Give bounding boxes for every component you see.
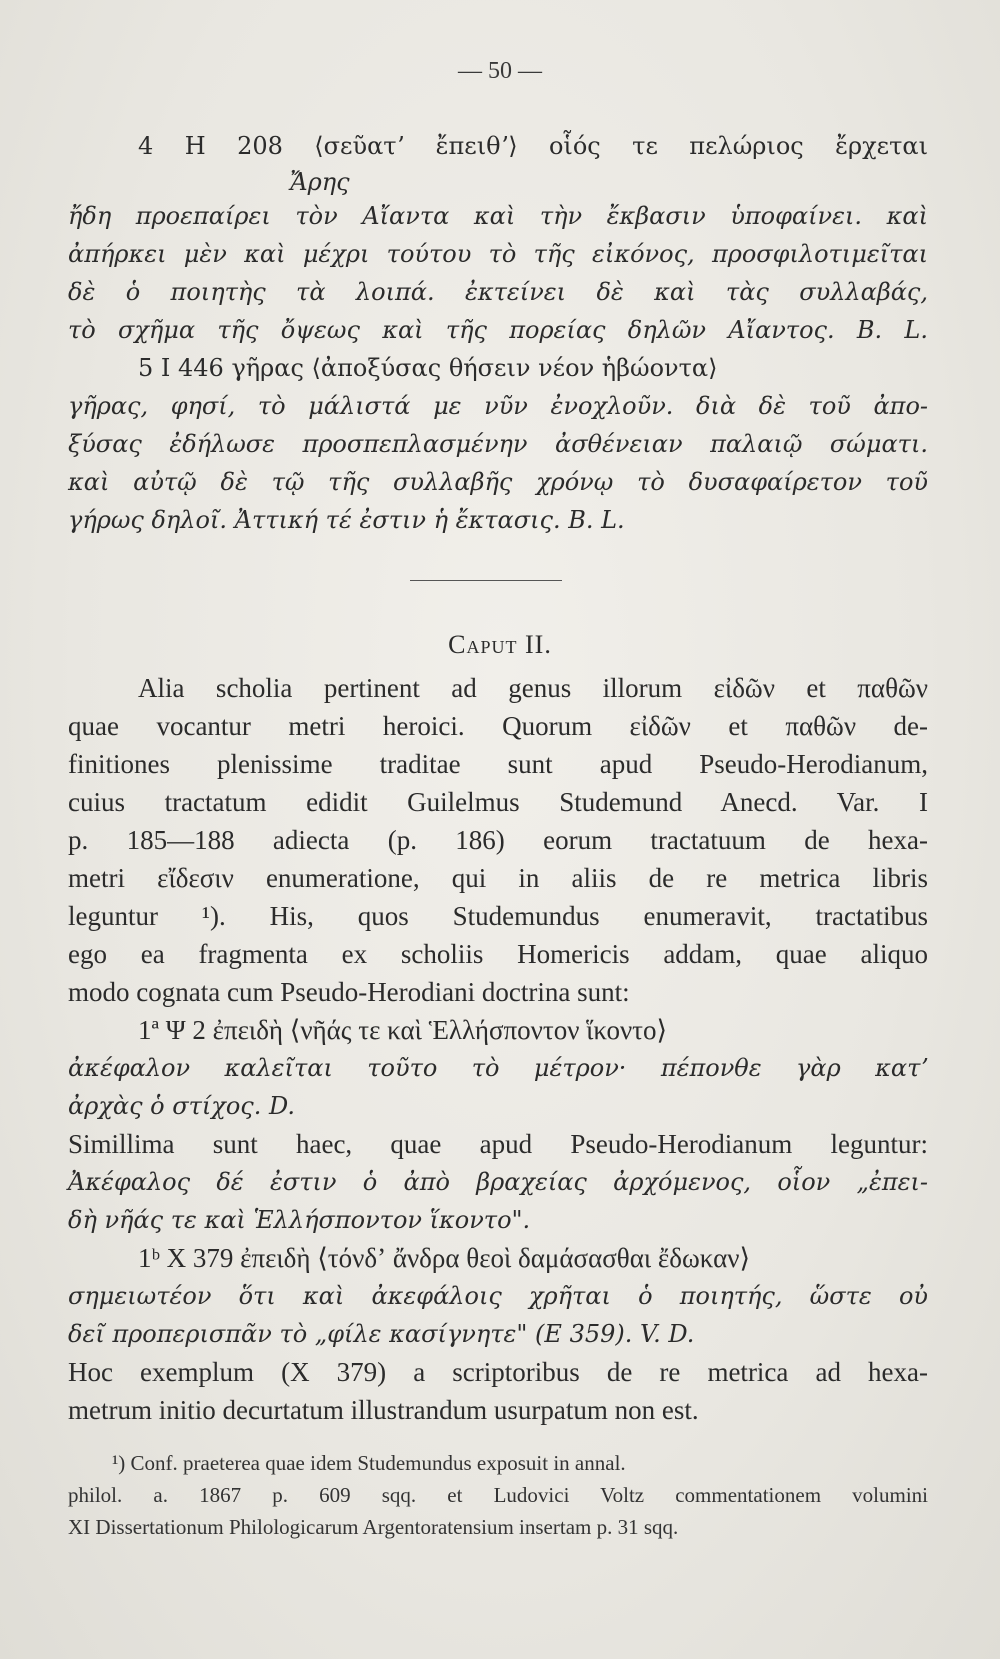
text-line: ἤδη προεπαίρει τὸν Αἴαντα καὶ τὴν ἔκβασιν ὑποφαίνει. καὶ <box>68 202 928 230</box>
text-line: τὸ σχῆμα τῆς ὄψεως καὶ τῆς πορείας δηλῶν Αἴαντος. B. L. <box>68 316 928 344</box>
text-line: p. 185—188 adiecta (p. 186) eorum tractatuum de hexa- <box>68 825 928 855</box>
footnote-line: ¹) Conf. praeterea quae idem Studemundus exposuit in annal. <box>112 1451 626 1475</box>
text-line: modo cognata cum Pseudo-Herodiani doctrina sunt: <box>68 977 630 1007</box>
text-line: ἀρχὰς ὁ στίχος. D. <box>68 1092 295 1120</box>
text-line: 4 H 208 ⟨σεῦατʼ ἔπειθʼ⟩ οἷός τε πελώριος ἔρχεται <box>138 132 928 160</box>
text-line: 1ª Ψ 2 ἐπειδὴ ⟨νῆάς τε καὶ Ἑλλήσποντον ἵκοντο⟩ <box>138 1015 668 1045</box>
text-line: leguntur ¹). His, quos Studemundus enumeravit, tractatibus <box>68 901 928 931</box>
text-line: γήρως δηλοῖ. Ἀττική τέ ἐστιν ἡ ἔκτασις. B. L. <box>68 506 625 534</box>
section-divider <box>410 580 562 581</box>
text-line: finitiones plenissime traditae sunt apud Pseudo-Herodianum, <box>68 749 928 779</box>
section-heading: Caput II. <box>448 630 552 659</box>
text-line: δὴ νῆάς τε καὶ Ἑλλήσποντον ἵκοντο". <box>68 1206 531 1234</box>
page-number: — 50 — <box>458 58 542 84</box>
text-line: Simillima sunt haec, quae apud Pseudo-Herodianum leguntur: <box>68 1129 928 1159</box>
text-line: Ἀκέφαλος δέ ἐστιν ὁ ἀπὸ βραχείας ἀρχόμενος, οἷον „ἐπει- <box>68 1168 928 1196</box>
text-line: 1ᵇ X 379 ἐπειδὴ ⟨τόνδʼ ἄνδρα θεοὶ δαμάσασθαι ἔδωκαν⟩ <box>138 1243 750 1273</box>
text-line: σημειωτέον ὅτι καὶ ἀκεφάλοις χρῆται ὁ ποιητής, ὥστε οὐ <box>68 1282 928 1310</box>
text-line: Ἄρης <box>290 168 350 196</box>
text-line: Alia scholia pertinent ad genus illorum εἰδῶν et παθῶν <box>138 673 928 703</box>
text-line: metrum initio decurtatum illustrandum usurpatum non est. <box>68 1395 699 1425</box>
text-line: δὲ ὁ ποιητὴς τὰ λοιπά. ἐκτείνει δὲ καὶ τὰς συλλαβάς, <box>68 278 928 306</box>
text-line: ego ea fragmenta ex scholiis Homericis addam, quae aliquo <box>68 939 928 969</box>
text-line: ἀκέφαλον καλεῖται τοῦτο τὸ μέτρον· πέπονθε γὰρ κατʼ <box>68 1054 928 1082</box>
footnote-line: philol. a. 1867 p. 609 sqq. et Ludovici Voltz commentationem volumini <box>68 1483 928 1507</box>
text-line: Hoc exemplum (X 379) a scriptoribus de re metrica ad hexa- <box>68 1357 928 1387</box>
text-line: ἀπήρκει μὲν καὶ μέχρι τούτου τὸ τῆς εἰκόνος, προσφιλοτιμεῖται <box>68 240 928 268</box>
text-line: 5 I 446 γῆρας ⟨ἀποξύσας θήσειν νέον ἡβώοντα⟩ <box>138 354 718 382</box>
text-line: quae vocantur metri heroici. Quorum εἰδῶν et παθῶν de- <box>68 711 928 741</box>
text-line: cuius tractatum edidit Guilelmus Studemund Anecd. Var. I <box>68 787 928 817</box>
footnote-line: XI Dissertationum Philologicarum Argentoratensium insertam p. 31 sqq. <box>68 1515 679 1539</box>
text-line: metri εἴδεσιν enumeratione, qui in aliis de re metrica libris <box>68 863 928 893</box>
text-line: δεῖ προπερισπᾶν τὸ „φίλε κασίγνητε" (E 359). V. D. <box>68 1320 695 1348</box>
text-line: ξύσας ἐδήλωσε προσπεπλασμένην ἀσθένειαν παλαιῷ σώματι. <box>68 430 928 458</box>
text-line: γῆρας, φησί, τὸ μάλιστά με νῦν ἐνοχλοῦν. διὰ δὲ τοῦ ἀπο- <box>68 392 928 420</box>
text-line: καὶ αὐτῷ δὲ τῷ τῆς συλλαβῆς χρόνῳ τὸ δυσαφαίρετον τοῦ <box>68 468 928 496</box>
